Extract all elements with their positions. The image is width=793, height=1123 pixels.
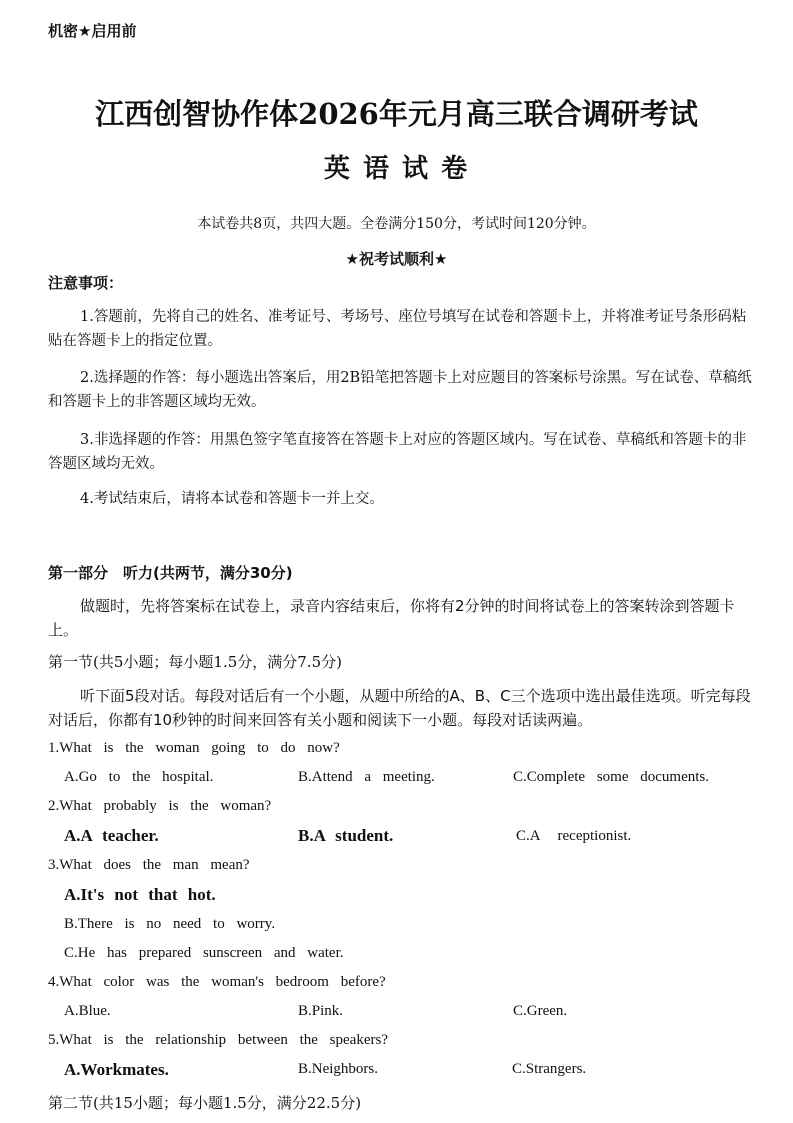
question-2: 2.What probably is the woman? (48, 798, 272, 814)
note-item-4: 4.考试结束后，请将本试卷和答题卡一并上交。 (80, 491, 384, 507)
section1-instruction: 听下面5段对话。每段对话后有一个小题，从题中所给的A、B、C三个选项中选出最佳选项。听完每段对话后，你都有10秒钟的时间来回答有关小题和阅读下一小题。每段对话读两遍。 (48, 687, 751, 729)
question-1: 1.What is the woman going to do now? (48, 740, 340, 756)
q1-option-c: C.Complete some documents. (513, 769, 709, 785)
question-5: 5.What is the relationship between the speakers? (48, 1032, 388, 1048)
question-4: 4.What color was the woman's bedroom before? (48, 974, 386, 990)
q3-option-b: B.There is no need to worry. (64, 916, 276, 932)
q5-option-b: B.Neighbors. (298, 1061, 378, 1077)
section1-heading: 第一节(共5小题；每小题1.5分，满分7.5分) (48, 653, 342, 671)
notes-heading: 注意事项： (48, 274, 124, 292)
note-item-3: 3.非选择题的作答：用黑色签字笔直接答在答题卡上对应的答题区域内。写在试卷、草稿纸和答题卡的非答题区域均无效。 (48, 432, 747, 472)
q3-option-c: C.He has prepared sunscreen and water. (64, 945, 344, 961)
q1-option-a: A.Go to the hospital. (64, 769, 214, 785)
q5-option-a: A.Workmates. (64, 1060, 169, 1079)
note-item-2: 2.选择题的作答：每小题选出答案后，用2B铅笔把答题卡上对应题目的答案标号涂黑。写在试卷、草稿纸和答题卡上的非答题区域均无效。 (48, 370, 752, 410)
q2-option-c: C.A receptionist. (516, 828, 632, 844)
q3-option-a: A.It's not that hot. (64, 885, 216, 904)
q2-option-a: A.A teacher. (64, 826, 159, 845)
note-item-1: 1.答题前，先将自己的姓名、准考证号、考场号、座位号填写在试卷和答题卡上，并将准考证号条形码粘贴在答题卡上的指定位置。 (48, 309, 747, 349)
exam-title: 江西创智协作体2026年元月高三联合调研考试 (95, 97, 698, 131)
q5-option-c: C.Strangers. (512, 1061, 587, 1077)
exam-info: 本试卷共8页，共四大题。全卷满分150分，考试时间120分钟。 (197, 216, 596, 232)
q4-option-a: A.Blue. (64, 1003, 111, 1019)
q1-option-b: B.Attend a meeting. (298, 769, 435, 785)
part1-heading: 第一部分 听力(共两节，满分30分) (48, 564, 293, 582)
q4-option-c: C.Green. (513, 1003, 568, 1019)
q2-option-b: B.A student. (298, 826, 394, 845)
part1-instruction: 做题时，先将答案标在试卷上，录音内容结束后，你将有2分钟的时间将试卷上的答案转涂到答题卡上。 (48, 597, 735, 639)
confidential-label: 机密★启用前 (48, 22, 137, 40)
section2-heading: 第二节(共15小题；每小题1.5分，满分22.5分) (48, 1094, 362, 1112)
question-3: 3.What does the man mean? (48, 857, 250, 873)
q4-option-b: B.Pink. (298, 1003, 344, 1019)
blessing-text: ★祝考试顺利★ (345, 250, 448, 268)
subject-title: 英 语 试 卷 (323, 154, 470, 184)
